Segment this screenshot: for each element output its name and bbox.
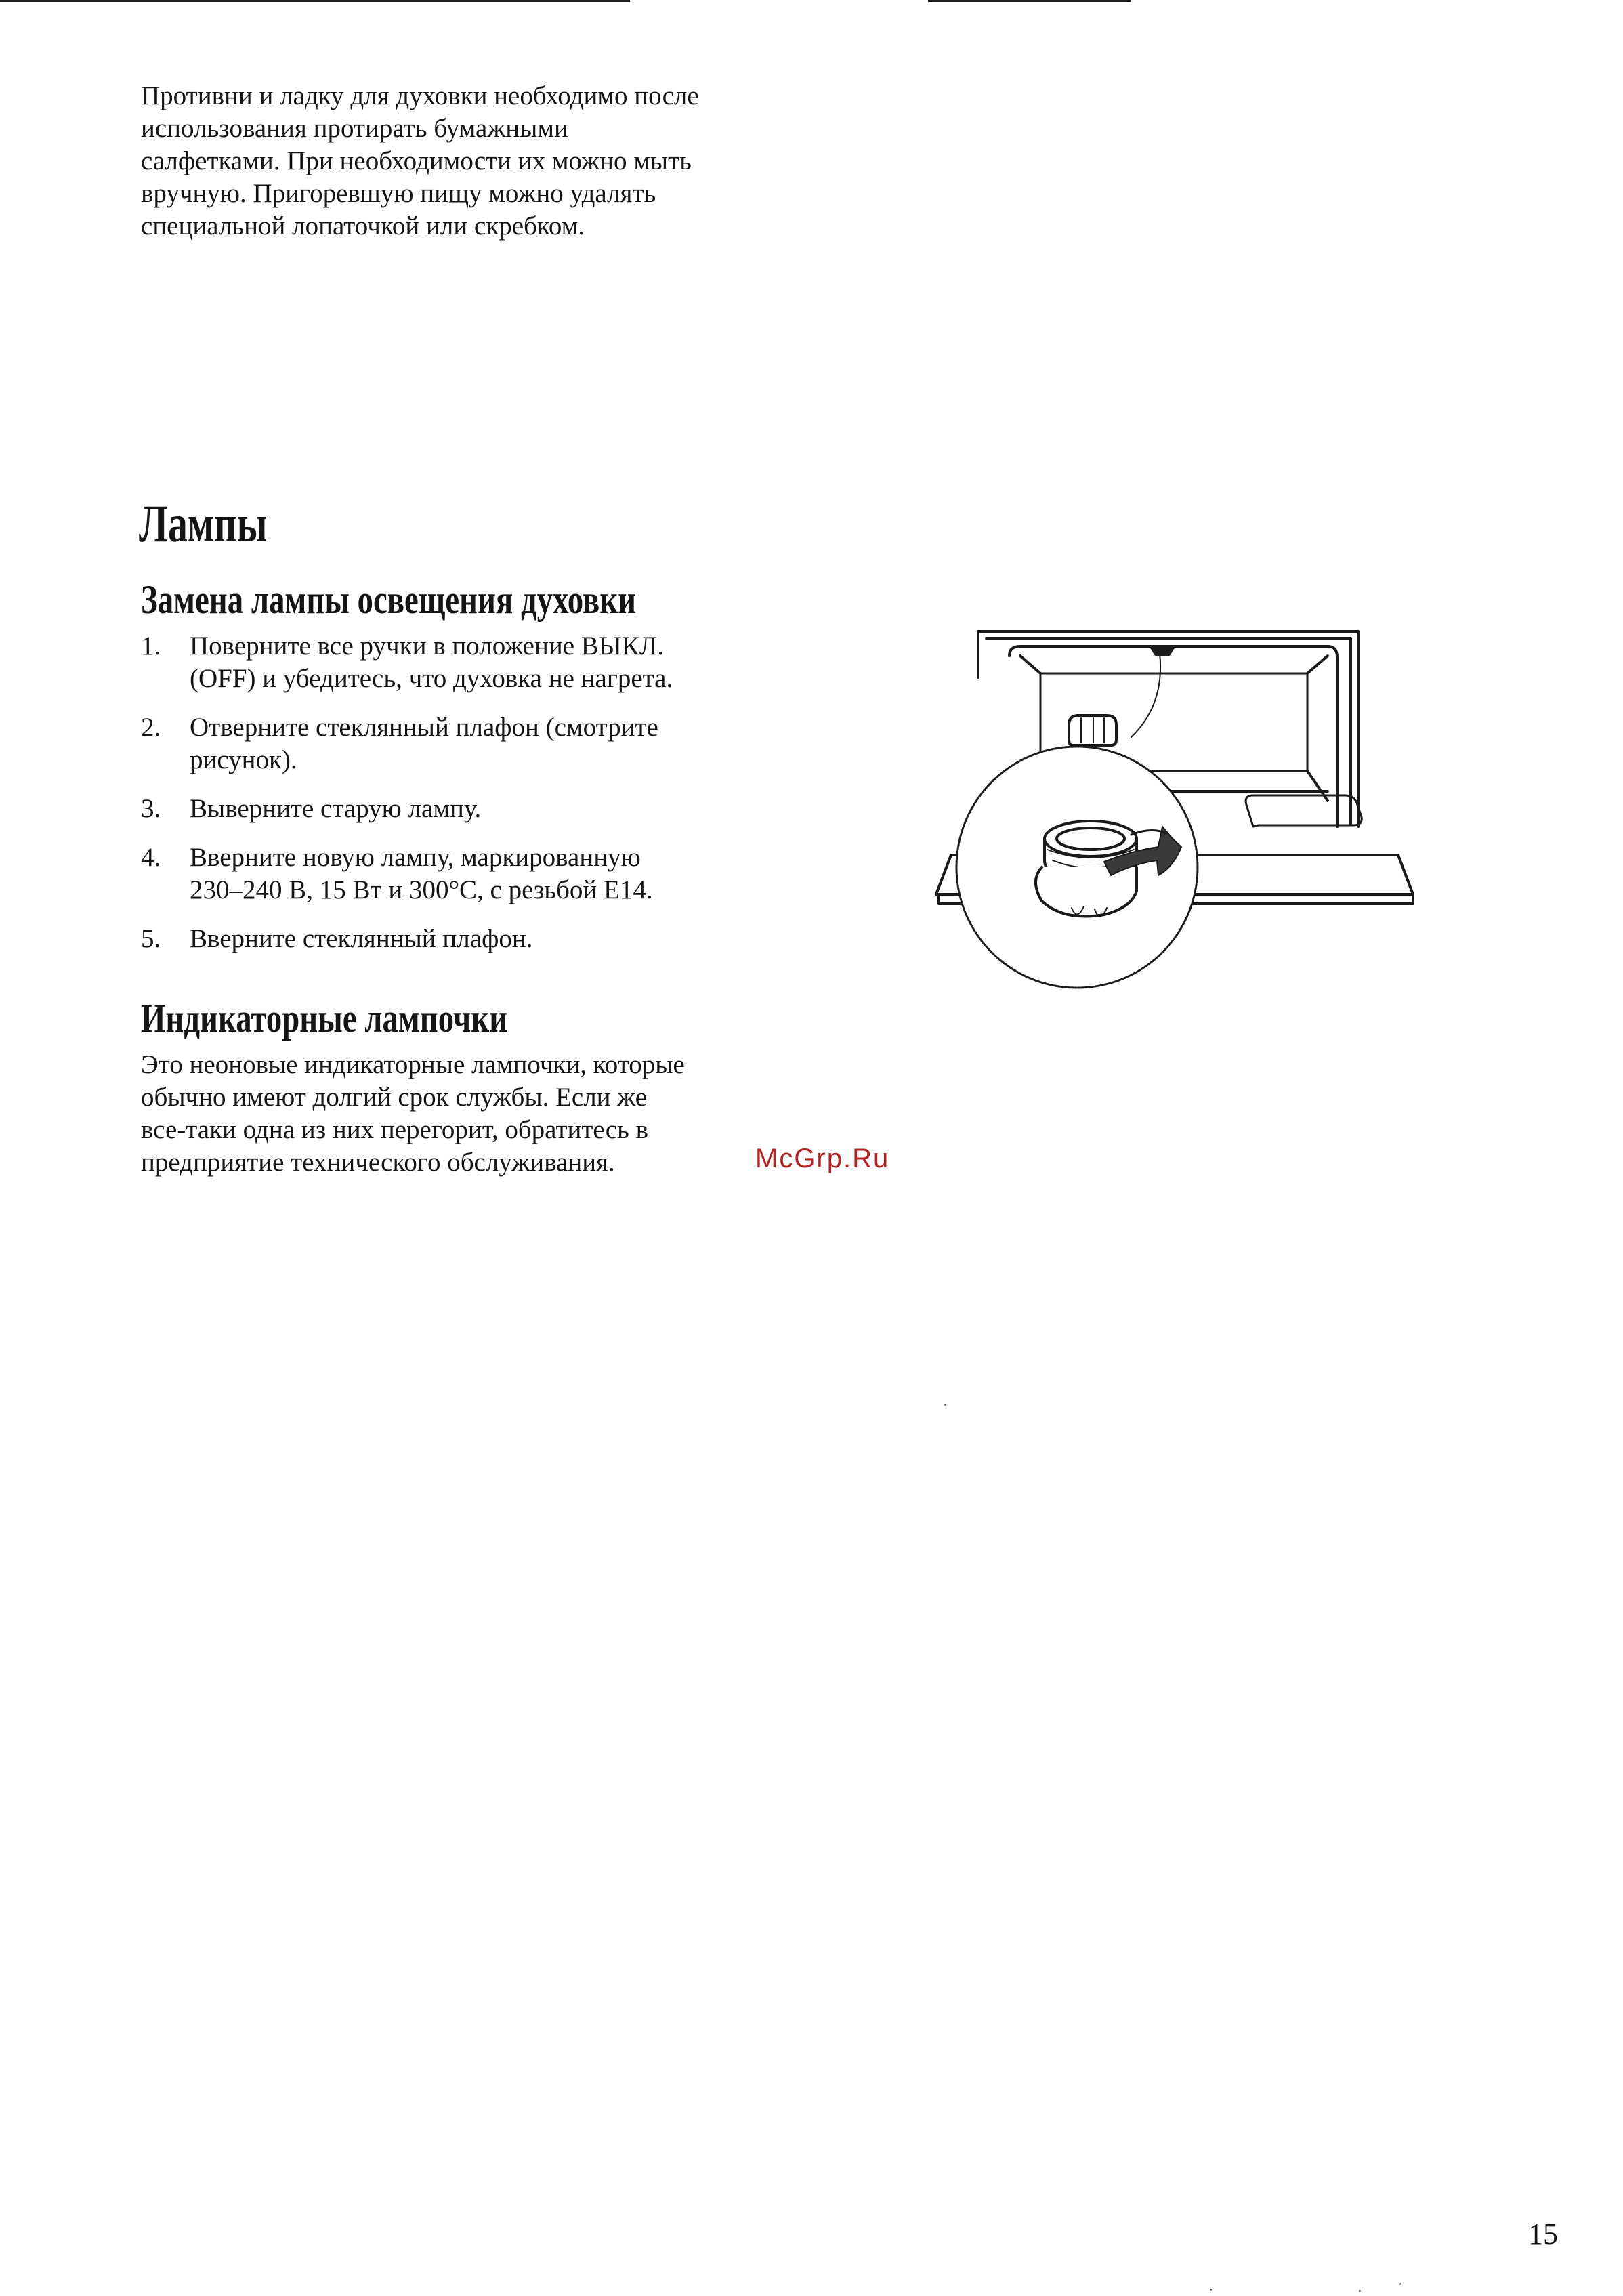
indicator-line: предприятие технического обслуживания.	[141, 1148, 615, 1177]
scan-speck	[1399, 2283, 1401, 2285]
step-item	[141, 923, 906, 955]
page-number: 15	[1528, 2217, 1558, 2251]
oven-lamp-replacement-icon	[928, 623, 1429, 989]
watermark: McGrp.Ru	[755, 1144, 890, 1173]
step-text: 230–240 В, 15 Вт и 300°С, с резьбой Е14.	[190, 875, 653, 904]
step-number: 4.	[141, 843, 161, 872]
subtitle-indicator-lamps: Индикаторные лампочки	[141, 996, 508, 1041]
step-text: (OFF) и убедитесь, что духовка не нагрета.	[190, 664, 673, 693]
section-title-lamps: Лампы	[139, 494, 268, 553]
step-number: 1.	[141, 631, 161, 661]
scan-speck	[1210, 2289, 1212, 2291]
step-text: Вверните стеклянный плафон.	[190, 924, 533, 953]
step-text: Выверните старую лампу.	[190, 794, 482, 823]
step-text: Отверните стеклянный плафон (смотрите	[190, 713, 658, 742]
oven-lamp-figure	[928, 623, 1429, 989]
step-number: 2.	[141, 713, 161, 742]
scan-speck	[1359, 2290, 1361, 2292]
scan-speck	[944, 1404, 946, 1406]
subtitle-replace-lamp: Замена лампы освещения духовки	[141, 577, 637, 622]
step-text: Вверните новую лампу, маркированную	[190, 843, 641, 872]
intro-line: Противни и ладку для духовки необходимо после	[141, 81, 699, 110]
indicator-line: Это неоновые индикаторные лампочки, которые	[141, 1050, 685, 1079]
step-number: 5.	[141, 924, 161, 953]
step-item	[141, 630, 906, 695]
intro-line: специальной лопаточкой или скребком.	[141, 211, 585, 241]
top-rule-left	[0, 0, 630, 2]
step-item	[141, 711, 906, 776]
step-item	[141, 841, 906, 906]
intro-line: использования протирать бумажными	[141, 114, 568, 143]
step-number: 3.	[141, 794, 161, 823]
intro-paragraph	[141, 80, 886, 243]
step-text: рисунок).	[190, 745, 297, 774]
step-text: Поверните все ручки в положение ВЫКЛ.	[190, 631, 665, 661]
top-rule-right	[928, 0, 1131, 2]
indicator-line: обычно имеют долгий срок службы. Если же	[141, 1083, 648, 1112]
indicator-paragraph	[141, 1049, 859, 1179]
intro-line: вручную. Пригоревшую пищу можно удалять	[141, 179, 656, 208]
step-item	[141, 793, 906, 825]
intro-line: салфетками. При необходимости их можно мыть	[141, 146, 692, 175]
replacement-steps	[141, 630, 906, 972]
indicator-line: все-таки одна из них перегорит, обратитесь в	[141, 1115, 648, 1144]
